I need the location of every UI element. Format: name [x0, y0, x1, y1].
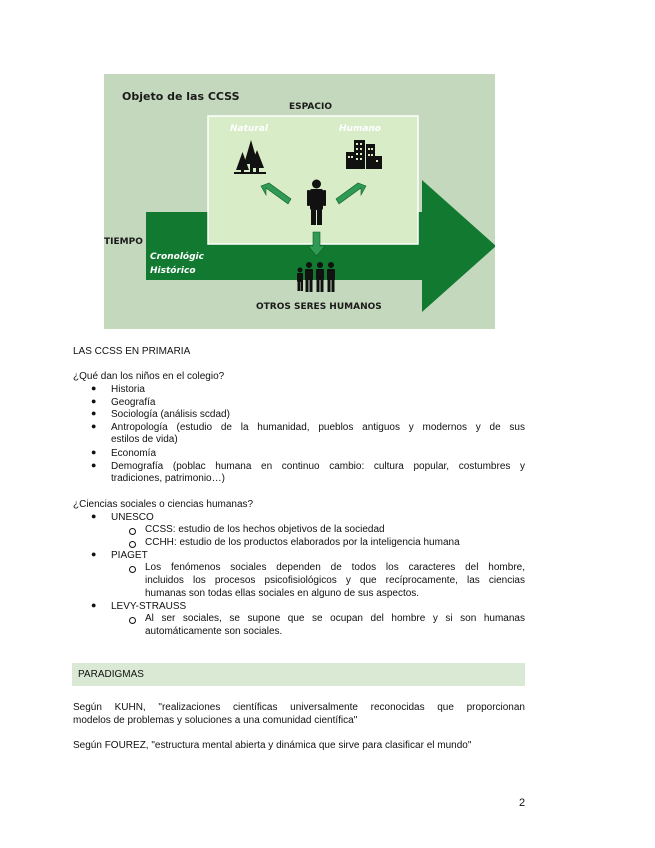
bullet-icon: ● [91, 383, 97, 393]
sub-item: Al ser sociales, se supone que se ocupan del hombre y si son humanas [145, 613, 525, 624]
bullet-icon: ● [91, 600, 97, 610]
ccss-diagram-figure [104, 74, 495, 329]
list-item: Historia [111, 384, 145, 395]
circle-bullet-icon [129, 566, 136, 573]
circle-bullet-icon [129, 617, 136, 624]
tiempo-label: TIEMPO [104, 237, 143, 247]
circle-bullet-icon [129, 528, 136, 535]
sub-item: CCHH: estudio de los productos elaborados por la inteligencia humana [145, 537, 460, 548]
section-heading-paradigmas: PARADIGMAS [78, 669, 144, 680]
section-heading-primaria: LAS CCSS EN PRIMARIA [73, 346, 191, 357]
kuhn-definition: Según KUHN, "realizaciones científicas universalmente reconocidas que proporcionan [73, 702, 525, 713]
list-item: UNESCO [111, 512, 154, 523]
sub-item-continuation: incluidos los procesos psicofisiológicos y que recíprocamente, las ciencias [145, 575, 525, 586]
sub-item-continuation: humanas son todas ellas sociales en alguno de sus aspectos. [145, 588, 420, 599]
list-item-continuation: tradiciones, patrimonio…) [111, 473, 225, 484]
bullet-icon: ● [91, 549, 97, 559]
sub-item-continuation: automáticamente son sociales. [145, 626, 283, 637]
question-colegio: ¿Qué dan los niños en el colegio? [73, 371, 225, 382]
list-item: Economía [111, 448, 157, 459]
bullet-icon: ● [91, 421, 97, 431]
natural-label: Natural [230, 124, 268, 134]
sub-item: CCSS: estudio de los hechos objetivos de la sociedad [145, 524, 385, 535]
bullet-icon: ● [91, 408, 97, 418]
sub-item: Los fenómenos sociales dependen de todos los caracteres del hombre, [145, 562, 525, 573]
figure-title: Objeto de las CCSS [122, 90, 240, 103]
list-item: Sociología (análisis scdad) [111, 409, 230, 420]
question-ciencias: ¿Ciencias sociales o ciencias humanas? [73, 499, 254, 510]
list-item: Demografía (poblac humana en continuo cambio: cultura popular, costumbres y [111, 461, 525, 472]
bullet-icon: ● [91, 396, 97, 406]
page-number: 2 [519, 797, 526, 809]
bullet-icon: ● [91, 460, 97, 470]
cronologic-label: Cronológic [150, 252, 204, 262]
list-item: Antropología (estudio de la humanidad, pueblos antiguos y modernos y de sus [111, 422, 525, 433]
otros-label: OTROS SERES HUMANOS [256, 302, 382, 312]
espacio-label: ESPACIO [289, 102, 332, 112]
historico-label: Histórico [150, 266, 196, 276]
bullet-icon: ● [91, 511, 97, 521]
list-item: PIAGET [111, 550, 148, 561]
humano-label: Humano [339, 124, 381, 134]
bullet-icon: ● [91, 447, 97, 457]
kuhn-definition-continuation: modelos de problemas y soluciones a una comunidad científica" [73, 715, 358, 726]
ccss-diagram-graphic [104, 74, 495, 329]
list-item: Geografía [111, 397, 156, 408]
circle-bullet-icon [129, 541, 136, 548]
fourez-definition: Según FOUREZ, "estructura mental abierta y dinámica que sirve para clasificar el mundo" [73, 740, 472, 751]
list-item: LEVY-STRAUSS [111, 601, 187, 612]
list-item-continuation: estilos de vida) [111, 434, 178, 445]
